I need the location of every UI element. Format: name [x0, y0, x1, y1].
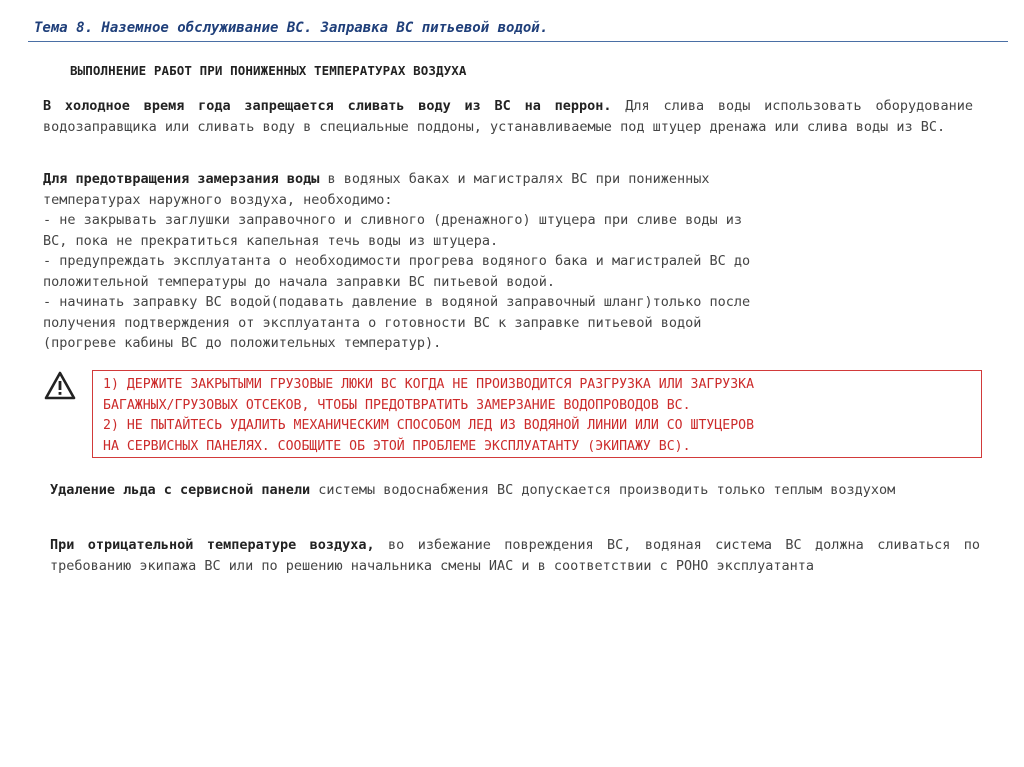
paragraph-bold-lead: В холодное время года запрещается сливать воду из ВС на перрон.	[43, 98, 612, 114]
warning-line: 1) ДЕРЖИТЕ ЗАКРЫТЫМИ ГРУЗОВЫЕ ЛЮКИ ВС КОГДА НЕ ПРОИЗВОДИТСЯ РАЗГРУЗКА ИЛИ ЗАГРУЗКА	[103, 377, 755, 392]
paragraph-bold-lead: При отрицательной температуре воздуха,	[50, 537, 375, 553]
section-title: ВЫПОЛНЕНИЕ РАБОТ ПРИ ПОНИЖЕННЫХ ТЕМПЕРАТУРАХ ВОЗДУХА	[70, 63, 467, 78]
paragraph-bold-lead: Удаление льда с сервисной панели	[50, 482, 311, 498]
warning-line: НА СЕРВИСНЫХ ПАНЕЛЯХ. СООБЩИТЕ ОБ ЭТОЙ ПРОБЛЕМЕ ЭКСПЛУАТАНТУ (ЭКИПАЖУ ВС).	[103, 438, 691, 454]
paragraph-line: - не закрывать заглушки заправочного и сливного (дренажного) штуцера при сливе воды из	[43, 212, 742, 228]
paragraph-line: - начинать заправку ВС водой(подавать давление в водяной заправочный шланг)только после	[43, 294, 751, 310]
paragraph-line: температурах наружного воздуха, необходимо:	[43, 191, 393, 208]
warning-triangle-icon	[44, 371, 76, 401]
paragraph-line: положительной температуры до начала заправки ВС питьевой водой.	[43, 273, 556, 290]
slide-header	[28, 20, 1008, 42]
paragraph-line: (прогреве кабины ВС до положительных температур).	[43, 335, 442, 351]
paragraph-line	[43, 169, 973, 190]
paragraph-line: получения подтверждения от эксплуатанта о готовности ВС к заправке питьевой водой	[43, 314, 702, 331]
paragraph-bold-lead: Для предотвращения замерзания воды	[43, 171, 320, 187]
paragraph-negative-temperature	[50, 535, 980, 576]
paragraph-text: во избежание повреждения ВС, водяная система ВС должна сливаться по требованию экипажа ВС или по решению начальника смены ИАС и в соответствии с РОНО эксплуатанта	[50, 537, 980, 574]
paragraph-ice-removal	[50, 480, 980, 501]
paragraph-line: - предупреждать эксплуатанта о необходимости прогрева водяного бака и магистралей ВС до	[43, 253, 751, 269]
warning-box	[92, 370, 982, 458]
paragraph-text: Для слива воды использовать оборудование водозаправщика или сливать воду в специальные поддоны, устанавливаемые под штуцер дренажа или слива воды из ВС.	[43, 98, 973, 135]
paragraph-cold-season	[43, 96, 973, 137]
page-title: Тема 8. Наземное обслуживание ВС. Заправка ВС питьевой водой.	[34, 20, 549, 36]
warning-line: БАГАЖНЫХ/ГРУЗОВЫХ ОТСЕКОВ, ЧТОБЫ ПРЕДОТВРАТИТЬ ЗАМЕРЗАНИЕ ВОДОПРОВОДОВ ВС.	[103, 397, 691, 413]
paragraph-line: ВС, пока не прекратиться капельная течь воды из штуцера.	[43, 232, 499, 249]
warning-line: 2) НЕ ПЫТАЙТЕСЬ УДАЛИТЬ МЕХАНИЧЕСКИМ СПОСОБОМ ЛЕД ИЗ ВОДЯНОЙ ЛИНИИ ИЛИ СО ШТУЦЕРОВ	[103, 418, 755, 433]
paragraph-text: системы водоснабжения ВС допускается производить только теплым воздухом	[310, 482, 896, 498]
paragraph-line-text: в водяных баках и магистралях ВС при пониженных	[319, 171, 710, 187]
paragraph-freeze-prevention	[43, 169, 973, 354]
